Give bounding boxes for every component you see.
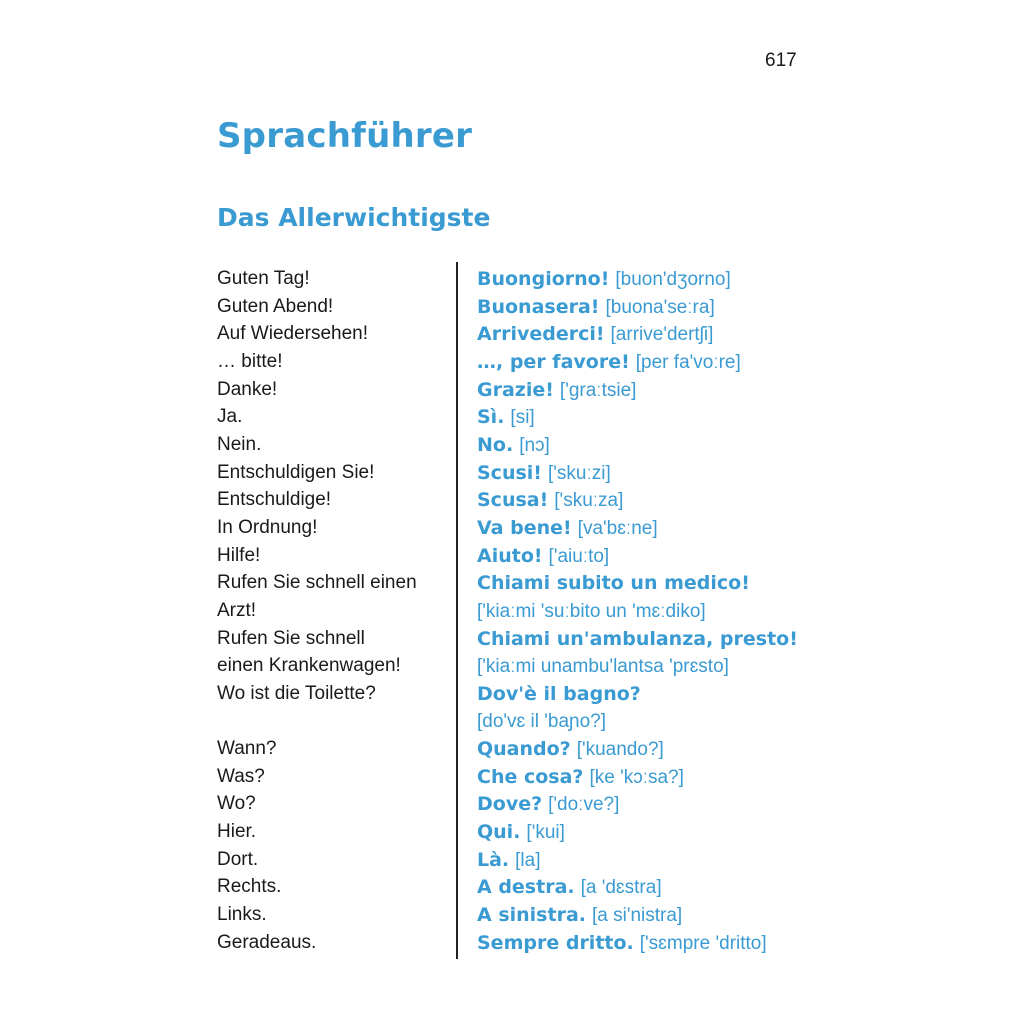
italian-phrase: Buonasera! — [477, 295, 600, 318]
pronunciation: [si] — [510, 407, 535, 429]
german-phrase: Auf Wiedersehen! — [217, 323, 369, 345]
phrase-row — [0, 434, 1024, 461]
pronunciation: [buona'seːra] — [605, 296, 715, 318]
german-phrase: Dort. — [217, 848, 259, 870]
german-phrase: Hier. — [217, 821, 257, 842]
page-number: 617 — [765, 50, 797, 71]
italian-translation — [477, 766, 684, 789]
german-phrase: Guten Tag! — [217, 268, 310, 289]
phrase-row — [0, 683, 1024, 710]
italian-phrase: Qui. — [477, 821, 521, 843]
italian-translation — [477, 821, 565, 844]
german-phrase: In Ordnung! — [217, 516, 318, 538]
italian-phrase: Scusi! — [477, 461, 542, 484]
italian-phrase: Va bene! — [477, 516, 572, 539]
german-phrase: Nein. — [217, 433, 262, 455]
italian-translation — [477, 932, 767, 955]
italian-translation — [477, 738, 664, 761]
italian-phrase: Sempre dritto. — [477, 931, 634, 954]
italian-translation — [477, 710, 606, 733]
phrase-row — [0, 904, 1024, 931]
german-phrase: einen Krankenwagen! — [217, 655, 401, 677]
pronunciation: ['kiaːmi unambu'lantsa 'prɛsto] — [477, 656, 729, 678]
german-phrase: Was? — [217, 765, 265, 787]
german-phrase: … bitte! — [217, 350, 283, 372]
pronunciation: [a si'nistra] — [591, 904, 683, 926]
german-phrase: Wo ist die Toilette? — [217, 682, 376, 704]
german-phrase: Arzt! — [217, 599, 257, 621]
italian-translation — [477, 849, 541, 872]
pronunciation: [nɔ] — [519, 434, 550, 456]
italian-phrase: A sinistra. — [477, 903, 586, 926]
pronunciation: ['kui] — [526, 822, 565, 843]
german-phrase: Entschuldigen Sie! — [217, 461, 375, 483]
phrase-row — [0, 738, 1024, 765]
german-phrase: Rechts. — [217, 876, 282, 898]
phrase-row — [0, 406, 1024, 433]
italian-translation — [477, 683, 647, 706]
german-phrase: Ja. — [217, 406, 243, 428]
phrase-row — [0, 793, 1024, 820]
italian-translation — [477, 793, 619, 816]
german-phrase: Guten Abend! — [217, 295, 334, 317]
german-phrase: Wann? — [217, 738, 277, 759]
italian-translation — [477, 876, 662, 899]
phrase-row — [0, 766, 1024, 793]
italian-phrase: Grazie! — [477, 378, 554, 401]
phrase-row — [0, 379, 1024, 406]
italian-translation — [477, 351, 741, 374]
phrase-row — [0, 268, 1024, 295]
italian-translation — [477, 517, 658, 540]
italian-phrase: Dov'è il bagno? — [477, 682, 641, 705]
pronunciation: ['skuːza] — [554, 490, 624, 512]
italian-translation — [477, 572, 756, 595]
phrase-row — [0, 351, 1024, 378]
italian-phrase: Aiuto! — [477, 544, 543, 567]
german-phrase: Links. — [217, 903, 267, 925]
italian-phrase: Sì. — [477, 406, 505, 429]
pronunciation: [va'bɛːne] — [577, 517, 658, 539]
italian-phrase: Dove? — [477, 793, 543, 816]
phrase-row — [0, 628, 1024, 655]
italian-translation — [477, 600, 706, 623]
phrase-row — [0, 296, 1024, 323]
phrase-row — [0, 849, 1024, 876]
pronunciation: [ke 'kɔːsa?] — [589, 766, 684, 788]
italian-translation — [477, 545, 609, 568]
italian-phrase: Là. — [477, 848, 510, 871]
italian-phrase: A destra. — [477, 876, 575, 899]
italian-phrase: Chiami un'ambulanza, presto! — [477, 627, 798, 650]
italian-translation — [477, 434, 550, 457]
phrase-row — [0, 462, 1024, 489]
pronunciation: [buon'dʒorno] — [615, 269, 731, 290]
german-phrase: Entschuldige! — [217, 489, 332, 511]
pronunciation: ['kiaːmi 'suːbito un 'mɛːdiko] — [477, 600, 706, 622]
phrase-row — [0, 600, 1024, 627]
pronunciation: [per fa'voːre] — [635, 351, 741, 373]
italian-translation — [477, 406, 535, 429]
phrase-row — [0, 323, 1024, 350]
italian-phrase: Che cosa? — [477, 765, 584, 788]
pronunciation: ['sɛmpre 'dritto] — [639, 932, 767, 954]
italian-phrase: Chiami subito un medico! — [477, 572, 750, 595]
italian-translation — [477, 904, 682, 927]
german-phrase: Danke! — [217, 378, 278, 400]
pronunciation: [arrive'dertʃi] — [610, 324, 714, 346]
phrase-row — [0, 710, 1024, 737]
italian-phrase: No. — [477, 433, 514, 456]
italian-translation — [477, 379, 636, 402]
section-heading: Das Allerwichtigste — [217, 203, 491, 232]
phrase-row — [0, 932, 1024, 959]
italian-phrase: Buongiorno! — [477, 268, 610, 290]
pronunciation: ['doːve?] — [548, 794, 620, 816]
italian-phrase: …, per favore! — [477, 350, 630, 373]
pronunciation: ['skuːzi] — [547, 462, 611, 484]
pronunciation: ['aiuːto] — [548, 545, 610, 567]
phrase-row — [0, 489, 1024, 516]
pronunciation: ['kuando?] — [576, 739, 664, 760]
italian-phrase: Quando? — [477, 738, 571, 760]
phrase-row — [0, 572, 1024, 599]
italian-phrase: Scusa! — [477, 489, 549, 512]
german-phrase: Wo? — [217, 793, 256, 815]
pronunciation: [la] — [515, 849, 541, 871]
page-title: Sprachführer — [217, 116, 473, 156]
phrase-row — [0, 655, 1024, 682]
german-phrase: Hilfe! — [217, 544, 261, 566]
pronunciation: ['graːtsie] — [559, 379, 637, 401]
italian-translation — [477, 268, 731, 291]
pronunciation: [do'vɛ il 'baɲo?] — [477, 711, 606, 733]
italian-phrase: Arrivederci! — [477, 323, 605, 346]
italian-translation — [477, 462, 611, 485]
italian-translation — [477, 323, 713, 346]
italian-translation — [477, 628, 804, 651]
phrase-row — [0, 517, 1024, 544]
phrase-row — [0, 545, 1024, 572]
italian-translation — [477, 296, 715, 319]
german-phrase: Rufen Sie schnell einen — [217, 572, 417, 594]
german-phrase: Geradeaus. — [217, 931, 317, 953]
italian-translation — [477, 655, 729, 678]
italian-translation — [477, 489, 623, 512]
phrase-row — [0, 876, 1024, 903]
phrase-row — [0, 821, 1024, 848]
pronunciation: [a 'dɛstra] — [580, 877, 662, 899]
german-phrase: Rufen Sie schnell — [217, 627, 365, 649]
